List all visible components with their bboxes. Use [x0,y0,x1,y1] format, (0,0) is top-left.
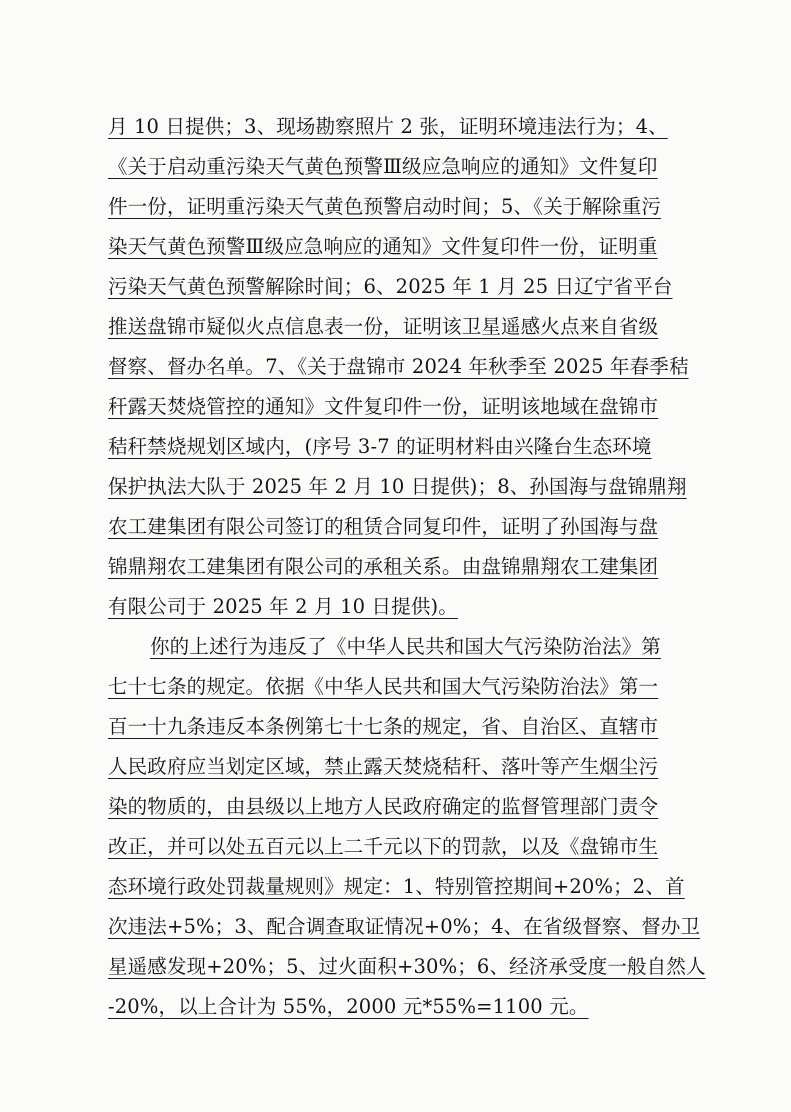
text-line: 保护执法大队于 2025 年 2 月 10 日提供)；8、孙国海与盘锦鼎翔 [108,475,687,498]
text-line: 污染天气黄色预警解除时间；6、2025 年 1 月 25 日辽宁省平台 [108,275,673,298]
text-line: 人民政府应当划定区域，禁止露天焚烧秸秆、落叶等产生烟尘污 [108,755,659,778]
text-line: 《关于启动重污染天气黄色预警Ⅲ级应急响应的通知》文件复印 [108,155,658,178]
text-line: 星遥感发现+20%；5、过火面积+30%；6、经济承受度一般自然人 [108,955,706,978]
text-line: 月 10 日提供；3、现场勘察照片 2 张，证明环境违法行为；4、 [108,115,668,138]
text-line: 锦鼎翔农工建集团有限公司的承租关系。由盘锦鼎翔农工建集团 [108,555,659,578]
text-line: 督察、督办名单。7、《关于盘锦市 2024 年秋季至 2025 年春季秸 [108,355,689,378]
text-line: 有限公司于 2025 年 2 月 10 日提供)。 [108,595,458,618]
text-line: 改正，并可以处五百元以上二千元以下的罚款，以及《盘锦市生 [108,835,659,858]
text-line: 百一十九条违反本条例第七十七条的规定，省、自治区、直辖市 [108,715,659,738]
text-line: 推送盘锦市疑似火点信息表一份，证明该卫星遥感火点来自省级 [108,315,659,338]
paragraph-start-line: 你的上述行为违反了《中华人民共和国大气污染防治法》第 [150,635,661,658]
text-line: 件一份，证明重污染天气黄色预警启动时间；5、《关于解除重污 [108,195,662,218]
text-line: 染天气黄色预警Ⅲ级应急响应的通知》文件复印件一份，证明重 [108,235,658,258]
text-line: 农工建集团有限公司签订的租赁合同复印件，证明了孙国海与盘 [108,515,659,538]
text-line: 七十七条的规定。依据《中华人民共和国大气污染防治法》第一 [108,675,659,698]
text-line: 秸秆禁烧规划区域内，(序号 3-7 的证明材料由兴隆台生态环境 [108,435,652,458]
text-line: 态环境行政处罚裁量规则》规定：1、特别管控期间+20%；2、首 [108,875,685,898]
text-line: 秆露天焚烧管控的通知》文件复印件一份，证明该地域在盘锦市 [108,395,659,418]
text-line: 次违法+5%；3、配合调查取证情况+0%；4、在省级督察、督办卫 [108,915,701,938]
text-line: -20%，以上合计为 55%，2000 元*55%=1100 元。 [108,995,589,1018]
text-line: 染的物质的，由县级以上地方人民政府确定的监督管理部门责令 [108,795,659,818]
